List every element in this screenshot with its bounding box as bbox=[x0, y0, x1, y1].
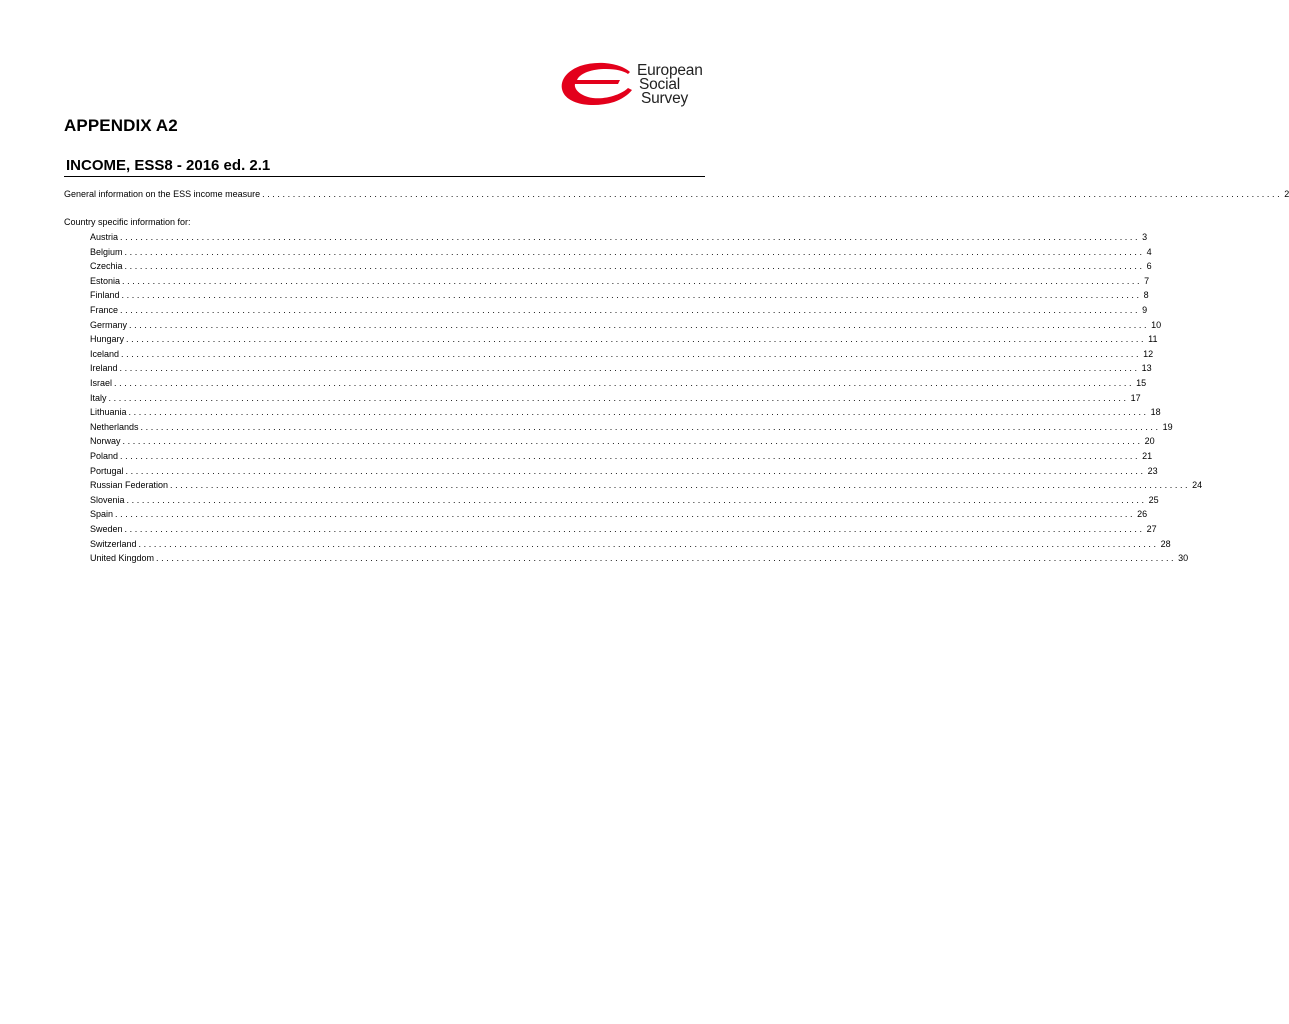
toc-entry-country[interactable] bbox=[90, 538, 1171, 550]
toc-entry-label: Estonia bbox=[90, 276, 121, 286]
toc-page-number: 26 bbox=[1137, 509, 1148, 519]
toc-page-number: 25 bbox=[1148, 495, 1159, 505]
toc-leader-dots: ........................................................................................................................................................................................................ bbox=[124, 261, 1145, 271]
toc-entry-label: Austria bbox=[90, 232, 119, 242]
toc-page-number: 8 bbox=[1143, 290, 1149, 300]
toc-leader-dots: ........................................................................................................................................................................................................ bbox=[119, 363, 1140, 373]
toc-leader-dots: ........................................................................................................................................................................................................ bbox=[120, 232, 1141, 242]
toc-entry-label: Netherlands bbox=[90, 422, 139, 432]
toc-entry-general[interactable] bbox=[64, 188, 1289, 200]
toc-leader-dots: ........................................................................................................................................................................................................ bbox=[124, 247, 1145, 257]
toc-entry-country[interactable] bbox=[90, 377, 1147, 389]
toc-leader-dots: ........................................................................................................................................................................................................ bbox=[108, 393, 1129, 403]
toc-entry-label: Iceland bbox=[90, 349, 120, 359]
toc-page-number: 10 bbox=[1151, 320, 1162, 330]
toc-entry-label: Belgium bbox=[90, 247, 123, 257]
toc-leader-dots: ........................................................................................................................................................................................................ bbox=[121, 349, 1142, 359]
toc-entry-country[interactable] bbox=[90, 348, 1154, 360]
toc-entry-label: Czechia bbox=[90, 261, 123, 271]
toc-entry-country[interactable] bbox=[90, 362, 1152, 374]
toc-page-number: 4 bbox=[1146, 247, 1152, 257]
toc-page-number: 30 bbox=[1178, 553, 1189, 563]
toc-entry-country[interactable] bbox=[90, 508, 1148, 520]
toc-page-number: 7 bbox=[1144, 276, 1150, 286]
toc-entry-label: Spain bbox=[90, 509, 114, 519]
toc-entry-label: Portugal bbox=[90, 466, 124, 476]
toc-page-number: 9 bbox=[1142, 305, 1148, 315]
toc-page-number: 28 bbox=[1160, 539, 1171, 549]
country-heading: Country specific information for: bbox=[64, 217, 191, 227]
section-title: INCOME, ESS8 - 2016 ed. 2.1 bbox=[66, 157, 271, 174]
ess-logo-mark-icon bbox=[558, 62, 636, 108]
toc-page-number: 12 bbox=[1143, 349, 1154, 359]
toc-leader-dots: ........................................................................................................................................................................................................ bbox=[140, 422, 1161, 432]
logo-text bbox=[637, 64, 703, 106]
toc-leader-dots: ........................................................................................................................................................................................................ bbox=[124, 524, 1145, 534]
toc-entry-label: Italy bbox=[90, 393, 107, 403]
toc-page-number: 27 bbox=[1146, 524, 1157, 534]
toc-entry-label: Switzerland bbox=[90, 539, 137, 549]
toc-entry-country[interactable] bbox=[90, 523, 1157, 535]
toc-leader-dots: ........................................................................................................................................................................................................ bbox=[114, 378, 1135, 388]
logo-line-1: European bbox=[637, 62, 703, 79]
toc-entry-country[interactable] bbox=[90, 260, 1152, 272]
toc-leader-dots: ........................................................................................................................................................................................................ bbox=[126, 495, 1147, 505]
toc-leader-dots: ........................................................................................................................................................................................................ bbox=[122, 276, 1143, 286]
toc-entry-label: Poland bbox=[90, 451, 119, 461]
toc-entry-country[interactable] bbox=[90, 333, 1158, 345]
toc-page-number: 19 bbox=[1162, 422, 1173, 432]
toc-entry-country[interactable] bbox=[90, 450, 1153, 462]
toc-entry-country[interactable] bbox=[90, 406, 1161, 418]
toc-page-number: 20 bbox=[1144, 436, 1155, 446]
toc-entry-country[interactable] bbox=[90, 421, 1173, 433]
toc-entry-label: Finland bbox=[90, 290, 120, 300]
toc-entry-country[interactable] bbox=[90, 304, 1148, 316]
toc-entry-label: Hungary bbox=[90, 334, 125, 344]
toc-page-number: 6 bbox=[1146, 261, 1152, 271]
toc-entry-label: France bbox=[90, 305, 119, 315]
toc-entry-country[interactable] bbox=[90, 275, 1150, 287]
toc-leader-dots: ........................................................................................................................................................................................................ bbox=[120, 305, 1141, 315]
toc-entry-label: Ireland bbox=[90, 363, 118, 373]
section-rule bbox=[64, 176, 705, 177]
toc-entry-country[interactable] bbox=[90, 392, 1141, 404]
toc-entry-label: Slovenia bbox=[90, 495, 125, 505]
toc-entry-label: United Kingdom bbox=[90, 553, 155, 563]
toc-entry-country[interactable] bbox=[90, 552, 1189, 564]
toc-page-number: 13 bbox=[1141, 363, 1152, 373]
appendix-title: APPENDIX A2 bbox=[64, 116, 178, 135]
toc-leader-dots: ........................................................................................................................................................................................................ bbox=[156, 553, 1177, 563]
toc-entry-country[interactable] bbox=[90, 435, 1155, 447]
toc-entry-country[interactable] bbox=[90, 319, 1162, 331]
toc-page-number: 2 bbox=[1284, 189, 1289, 199]
toc-leader-dots: ........................................................................................................................................................................................................ bbox=[120, 451, 1141, 461]
toc-entry-label: Germany bbox=[90, 320, 128, 330]
toc-page-number: 11 bbox=[1148, 334, 1158, 344]
toc-entry-country[interactable] bbox=[90, 494, 1159, 506]
toc-leader-dots: ........................................................................................................................................................................................................ bbox=[125, 466, 1146, 476]
toc-entry-label: Norway bbox=[90, 436, 121, 446]
toc-entry-label: General information on the ESS income measure bbox=[64, 189, 261, 199]
toc-entry-country[interactable] bbox=[90, 246, 1152, 258]
toc-entry-label: Israel bbox=[90, 378, 113, 388]
toc-leader-dots: ........................................................................................................................................................................................................ bbox=[122, 436, 1143, 446]
toc-leader-dots: ........................................................................................................................................................................................................ bbox=[129, 320, 1150, 330]
toc-entry-label: Sweden bbox=[90, 524, 123, 534]
toc-entry-country[interactable] bbox=[90, 289, 1149, 301]
toc-leader-dots: ........................................................................................................................................................................................................ bbox=[170, 480, 1191, 490]
toc-entry-label: Russian Federation bbox=[90, 480, 169, 490]
toc-leader-dots: ........................................................................................................................................................................................................ bbox=[126, 334, 1147, 344]
toc-leader-dots: ........................................................................................................................................................................................................ bbox=[128, 407, 1149, 417]
toc-entry-label: Lithuania bbox=[90, 407, 127, 417]
toc-page-number: 23 bbox=[1147, 466, 1158, 476]
toc-leader-dots: ........................................................................................................................................................................................................ bbox=[138, 539, 1159, 549]
toc-page-number: 15 bbox=[1136, 378, 1147, 388]
toc-leader-dots: ........................................................................................................................................................................................................ bbox=[262, 189, 1283, 199]
toc-page-number: 21 bbox=[1142, 451, 1153, 461]
toc-entry-country[interactable] bbox=[90, 465, 1158, 477]
logo-line-3: Survey bbox=[641, 90, 689, 107]
toc-page-number: 24 bbox=[1192, 480, 1203, 490]
toc-leader-dots: ........................................................................................................................................................................................................ bbox=[121, 290, 1142, 300]
logo-line-2: Social bbox=[639, 76, 681, 93]
ess-logo bbox=[558, 62, 708, 108]
toc-page-number: 3 bbox=[1142, 232, 1148, 242]
toc-entry-country[interactable] bbox=[90, 479, 1203, 491]
toc-page-number: 18 bbox=[1150, 407, 1161, 417]
toc-page-number: 17 bbox=[1130, 393, 1141, 403]
toc-leader-dots: ........................................................................................................................................................................................................ bbox=[115, 509, 1136, 519]
toc-entry-country[interactable] bbox=[90, 231, 1148, 243]
